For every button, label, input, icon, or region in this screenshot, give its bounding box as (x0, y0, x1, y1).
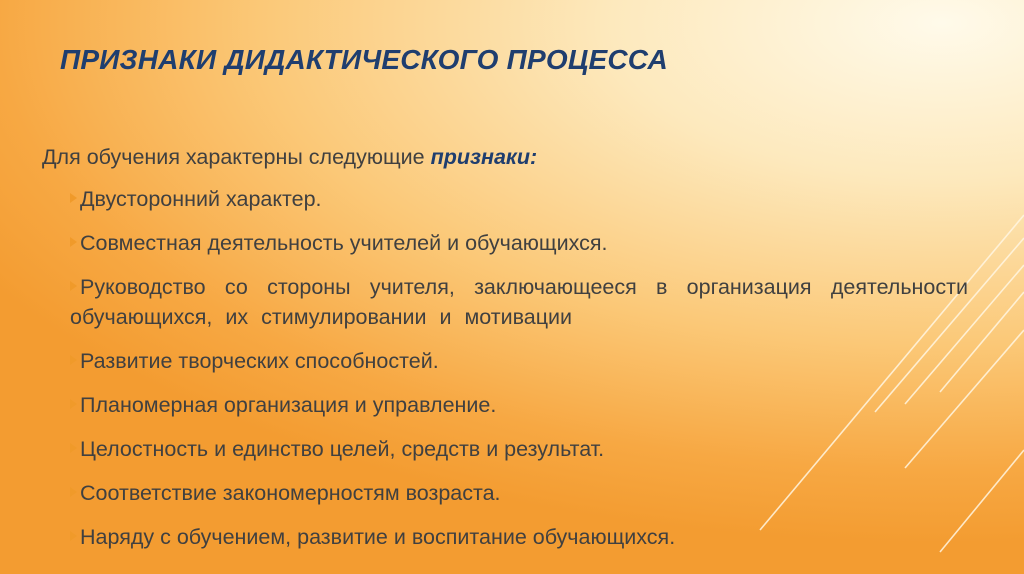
list-item-text: Наряду с обучением, развитие и воспитание обучающихся. (80, 525, 676, 549)
list-item (70, 522, 966, 552)
list-item-text: Совместная деятельность учителей и обучающихся. (80, 231, 608, 255)
triangle-right-bullet-icon (70, 355, 77, 365)
list-item (70, 346, 966, 376)
triangle-right-bullet-icon (70, 281, 77, 291)
slide-content (42, 142, 966, 566)
intro-line (42, 142, 966, 172)
list-item (70, 184, 966, 214)
list-item (70, 478, 966, 508)
list-item-text: Развитие творческих способностей. (80, 349, 439, 373)
list-item (70, 434, 966, 464)
triangle-right-bullet-icon (70, 237, 77, 247)
feature-list (42, 184, 966, 552)
list-item-text: Двусторонний характер. (80, 187, 322, 211)
intro-emphasis: признаки: (430, 145, 538, 169)
list-item-text: Планомерная организация и управление. (80, 393, 497, 417)
list-item-text: Целостность и единство целей, средств и результат. (80, 437, 605, 461)
list-item (70, 390, 966, 420)
triangle-right-bullet-icon (70, 487, 77, 497)
list-item-text: Соответствие закономерностям возраста. (80, 481, 501, 505)
triangle-right-bullet-icon (70, 531, 77, 541)
triangle-right-bullet-icon (70, 193, 77, 203)
list-item-text: Руководство со стороны учителя, заключающееся в организация деятельности обучающихся, их стимулировании и мотивации (70, 275, 968, 329)
list-item (70, 228, 966, 258)
triangle-right-bullet-icon (70, 443, 77, 453)
slide-title: ПРИЗНАКИ ДИДАКТИЧЕСКОГО ПРОЦЕССА (60, 44, 668, 75)
triangle-right-bullet-icon (70, 399, 77, 409)
intro-text: Для обучения характерны следующие (42, 145, 431, 169)
list-item (70, 272, 968, 332)
